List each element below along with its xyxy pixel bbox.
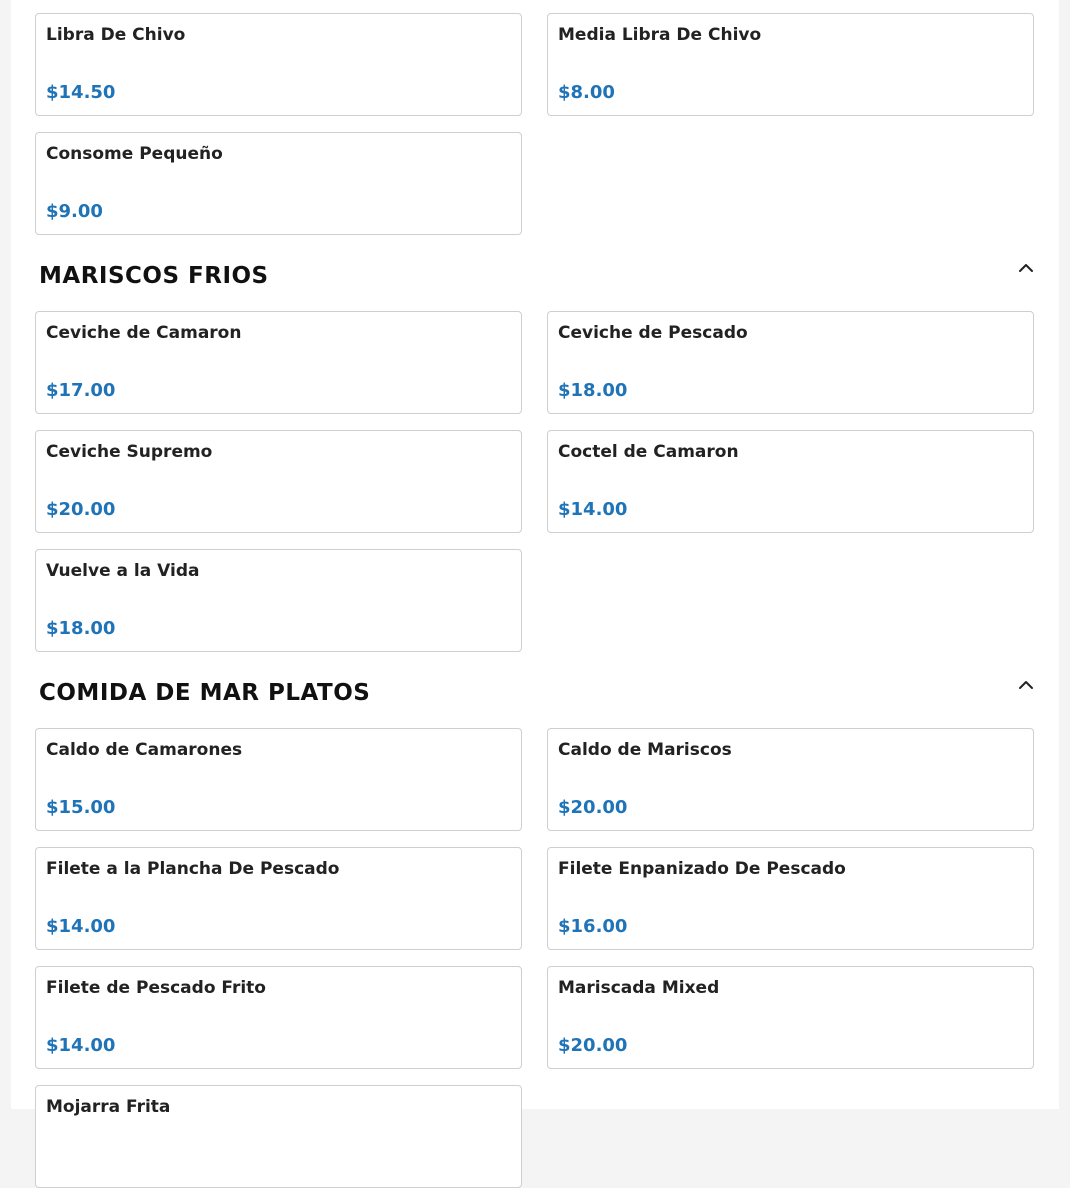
menu-item-name: Filete a la Plancha De Pescado: [46, 859, 340, 879]
menu-item-price: $9.00: [46, 201, 103, 222]
menu-item-name: Mojarra Frita: [46, 1097, 171, 1117]
chevron-up-icon[interactable]: [1017, 676, 1035, 694]
menu-item-card[interactable]: [547, 13, 1034, 116]
menu-item-price: $14.50: [46, 82, 116, 103]
menu-item-card[interactable]: [35, 132, 522, 235]
menu-grid-mariscos-frios: [11, 311, 1059, 652]
menu-item-price: $20.00: [46, 499, 116, 520]
menu-grid-comida-de-mar: [11, 728, 1059, 1188]
menu-item-card[interactable]: [35, 13, 522, 116]
menu-page: [11, 0, 1059, 1117]
menu-item-name: Filete de Pescado Frito: [46, 978, 266, 998]
menu-item-name: Caldo de Mariscos: [558, 740, 732, 760]
menu-item-price: $17.00: [46, 380, 116, 401]
menu-item-card[interactable]: [547, 728, 1034, 831]
menu-item-card[interactable]: [547, 311, 1034, 414]
menu-item-price: $20.00: [558, 797, 628, 818]
menu-item-price: $14.00: [46, 1035, 116, 1056]
menu-item-card[interactable]: [35, 966, 522, 1069]
menu-item-price: $8.00: [558, 82, 615, 103]
menu-item-name: Ceviche de Pescado: [558, 323, 748, 343]
section-title: MARISCOS FRIOS: [39, 263, 269, 289]
menu-item-price: $20.00: [558, 1035, 628, 1056]
menu-item-name: Vuelve a la Vida: [46, 561, 200, 581]
menu-item-name: Mariscada Mixed: [558, 978, 720, 998]
menu-item-name: Coctel de Camaron: [558, 442, 739, 462]
menu-item-card[interactable]: [35, 728, 522, 831]
menu-item-card[interactable]: [35, 311, 522, 414]
menu-item-name: Media Libra De Chivo: [558, 25, 762, 45]
menu-item-card[interactable]: [35, 549, 522, 652]
menu-item-card[interactable]: [35, 1085, 522, 1188]
menu-item-price: $18.00: [46, 618, 116, 639]
menu-item-card[interactable]: [547, 966, 1034, 1069]
section-header-mariscos-frios[interactable]: [35, 235, 1035, 311]
menu-item-price: $15.00: [46, 797, 116, 818]
menu-item-card[interactable]: [547, 847, 1034, 950]
menu-item-price: $16.00: [558, 916, 628, 937]
menu-item-name: Consome Pequeño: [46, 144, 223, 164]
section-header-comida-de-mar-platos[interactable]: [35, 652, 1035, 728]
menu-item-card[interactable]: [35, 430, 522, 533]
menu-item-card[interactable]: [35, 847, 522, 950]
menu-item-name: Filete Enpanizado De Pescado: [558, 859, 846, 879]
menu-item-price: $14.00: [46, 916, 116, 937]
menu-item-price: $14.00: [558, 499, 628, 520]
menu-item-name: Ceviche Supremo: [46, 442, 213, 462]
chevron-up-icon[interactable]: [1017, 259, 1035, 277]
menu-grid-chivo: [11, 0, 1059, 235]
menu-item-price: $18.00: [558, 380, 628, 401]
menu-item-name: Libra De Chivo: [46, 25, 186, 45]
section-title: COMIDA DE MAR PLATOS: [39, 680, 371, 706]
menu-item-card[interactable]: [547, 430, 1034, 533]
menu-item-name: Ceviche de Camaron: [46, 323, 242, 343]
menu-item-name: Caldo de Camarones: [46, 740, 243, 760]
